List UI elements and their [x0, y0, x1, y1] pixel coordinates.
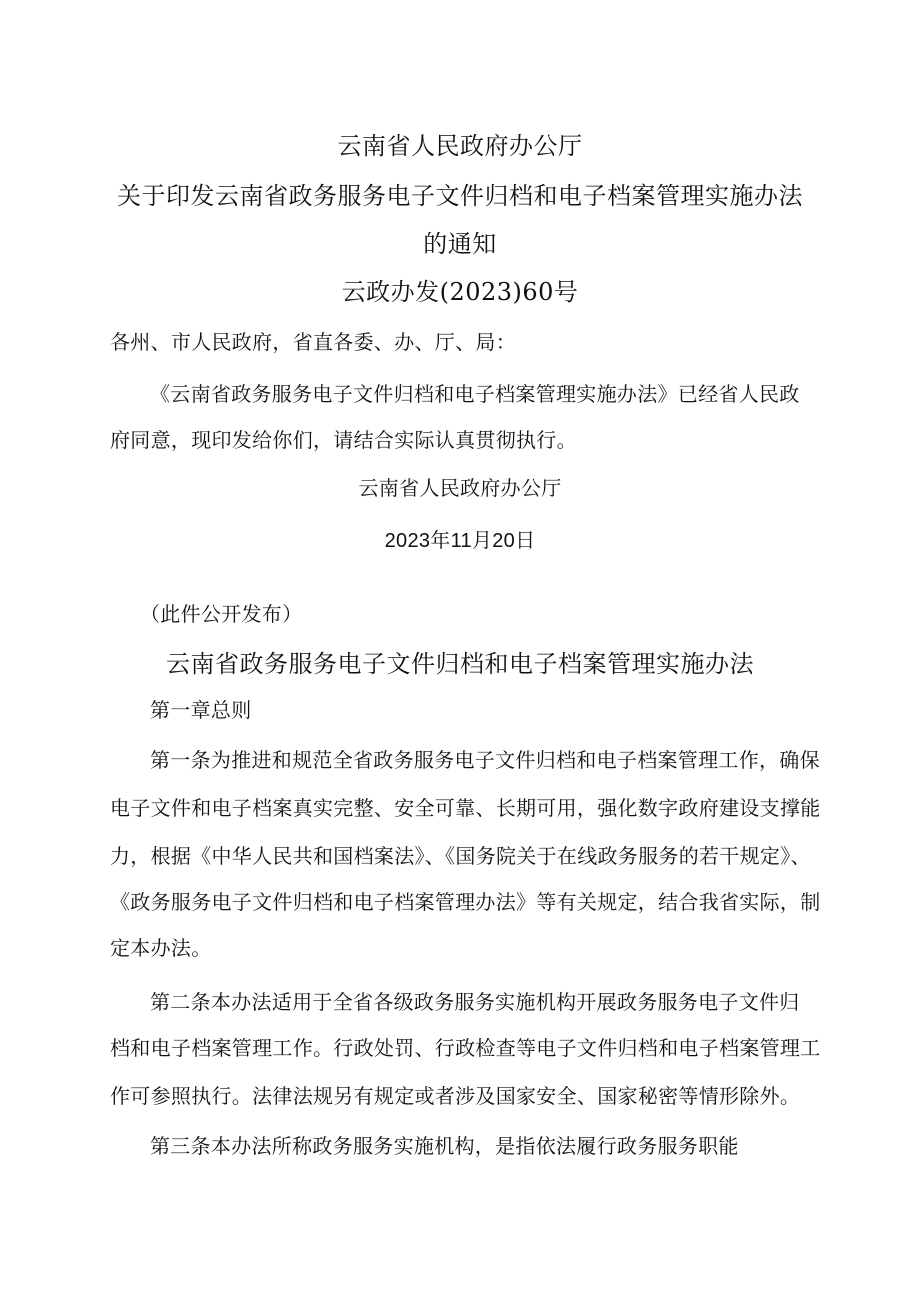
measures-title: 云南省政务服务电子文件归档和电子档案管理实施办法 — [166, 650, 754, 678]
issue-date: 2023年11月20日 — [384, 530, 536, 552]
article-1-line: 定本办法。 — [110, 936, 212, 960]
signature: 云南省人民政府办公厅 — [358, 476, 562, 500]
article-2-line: 档和电子档案管理工作。行政处罚、行政检查等电子文件归档和电子档案管理工 — [110, 1036, 821, 1060]
notice-body-line-2: 府同意，现印发给你们，请结合实际认真贯彻执行。 — [110, 428, 577, 452]
notice-body-line-1: 《云南省政务服务电子文件归档和电子档案管理实施办法》已经省人民政 — [150, 382, 800, 406]
chapter-heading: 第一章总则 — [150, 698, 252, 722]
issuer-heading: 云南省人民政府办公厅 — [337, 132, 583, 160]
article-3-line: 第三条本办法所称政务服务实施机构，是指依法履行政务服务职能 — [150, 1134, 739, 1158]
article-2-line: 作可参照执行。法律法规另有规定或者涉及国家安全、国家秘密等情形除外。 — [110, 1084, 801, 1108]
addressees: 各州、市人民政府，省直各委、办、厅、局： — [110, 330, 516, 354]
document-number: 云政办发(2023)60号 — [341, 278, 579, 306]
article-1-line: 第一条为推进和规范全省政务服务电子文件归档和电子档案管理工作，确保 — [150, 748, 820, 772]
article-2-line: 第二条本办法适用于全省各级政务服务实施机构开展政务服务电子文件归 — [150, 990, 800, 1014]
title-line-1: 关于印发云南省政务服务电子文件归档和电子档案管理实施办法 — [117, 182, 803, 210]
article-1-line: 《政务服务电子文件归档和电子档案管理办法》等有关规定，结合我省实际，制 — [110, 890, 821, 914]
title-line-2: 的通知 — [423, 230, 497, 258]
article-1-line: 电子文件和电子档案真实完整、安全可靠、长期可用，强化数字政府建设支撑能 — [110, 796, 821, 820]
publication-note: （此件公开发布） — [140, 602, 303, 626]
article-1-line: 力，根据《中华人民共和国档案法》、《国务院关于在线政务服务的若干规定》、 — [110, 844, 811, 868]
